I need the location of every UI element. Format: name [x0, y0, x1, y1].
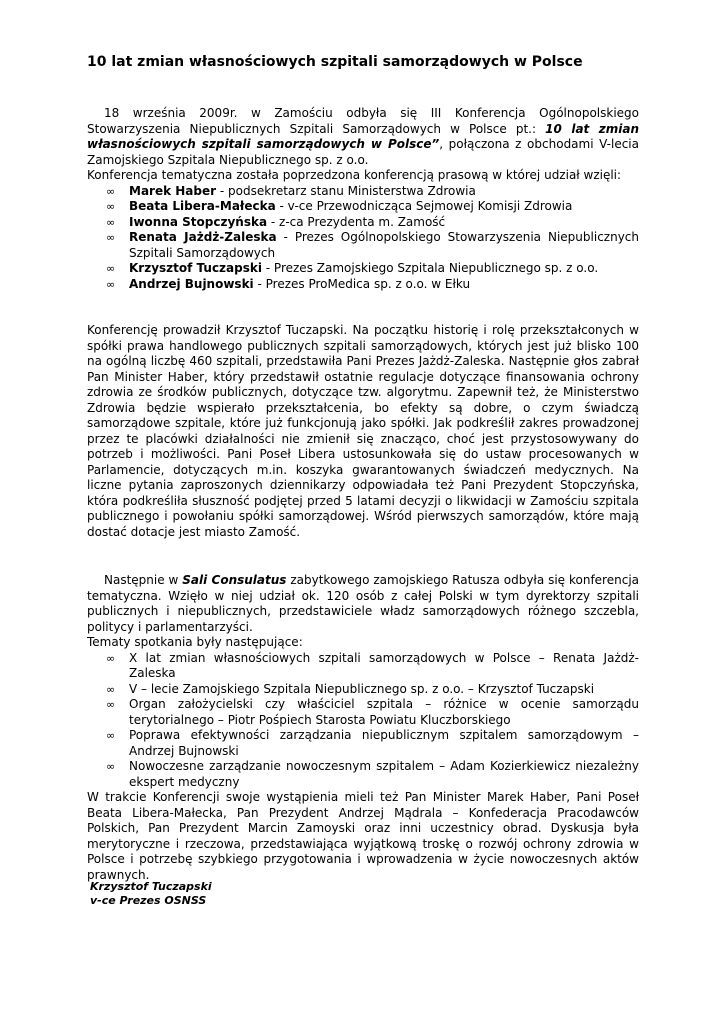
- venue-name: Sali Consulatus: [182, 573, 287, 587]
- press-participants-list: [87, 184, 639, 293]
- participant-role: - v-ce Przewodnicząca Sejmowej Komisji Zdrowia: [275, 199, 573, 213]
- participant-role: - Prezes Zamojskiego Szpitala Niepublicznego sp. z o.o.: [261, 261, 599, 275]
- participant-role: - Prezes Ogólnopolskiego Stowarzyszenia Niepublicznych Szpitali Samorządowych: [129, 230, 640, 260]
- bullet-icon: ∞: [106, 760, 116, 773]
- participant-name: Beata Libera-Małecka: [129, 199, 276, 213]
- topic-text: Poprawa efektywności zarządzania niepublicznym szpitalem samorządowym – Andrzej Bujnowski: [129, 728, 639, 758]
- spacer: [87, 292, 639, 323]
- topic-text: X lat zmian własnościowych szpitali samorządowych w Polsce – Renata Jażdż-Zaleska: [129, 650, 639, 680]
- closing-paragraph: W trakcie Konferencji swoje wystąpienia mieli też Pan Minister Marek Haber, Pani Poseł Beata Libera-Małecka, Pan Prezydent Andrzej Mądrala – Konfederacja Pracodawców Polskich, Pan Prezydent Marcin Zamoyski oraz inni uczestnicy obrad. Dyskusja była merytoryczne i rzeczowa, przedstawiająca wyjątkową troskę o rozwój ochrony zdrowia w Polsce i potrzebę szybkiego przygotowania i wprowadzenia w życie nowoczesnych aktów prawnych.: [87, 790, 639, 882]
- bullet-icon: ∞: [106, 262, 116, 275]
- signature-title: v-ce Prezes OSNSS: [90, 894, 207, 907]
- spacer: [87, 540, 639, 573]
- list-item: [106, 276, 639, 293]
- participant-name: Andrzej Bujnowski: [129, 276, 254, 291]
- topics-intro: Tematy spotkania były następujące:: [87, 635, 303, 649]
- participant-role: - podsekretarz stanu Ministerstwa Zdrowia: [216, 183, 476, 198]
- list-item: [106, 681, 639, 698]
- signature-block: [90, 880, 212, 908]
- intro-paragraph: [87, 106, 639, 168]
- list-item: [106, 697, 639, 728]
- list-item: [106, 759, 639, 790]
- participant-name: Marek Haber: [129, 183, 217, 198]
- list-item: [106, 199, 639, 215]
- participant-name: Krzysztof Tuczapski: [129, 261, 262, 275]
- thematic-text-part2: zabytkowego zamojskiego Ratusza odbyła się konferencja tematyczna. Wzięło w niej udział ok. 120 osób z całej Polski w tym dyrektorzy szpitali publicznych i niepublicznych, przedstawiciele władz samorządowych różnego szczebla, politycy i parlamentarzyści.: [87, 573, 640, 634]
- document-body: [87, 106, 639, 883]
- thematic-conference-paragraph: [87, 573, 639, 635]
- bullet-icon: ∞: [106, 277, 116, 291]
- bullet-icon: ∞: [106, 200, 116, 213]
- conference-summary-paragraph: Konferencję prowadził Krzysztof Tuczapski. Na początku historię i rolę przekształconych w spółki prawa handlowego publicznych szpitali samorządowych, których jest już blisko 100 na ogólną liczbę 460 szpitali, przedstawiła Pani Prezes Jażdż-Zaleska. Następnie głos zabrał Pan Minister Haber, który przedstawił ostatnie regulacje dotyczące finansowania ochrony zdrowia ze środków publicznych, dotyczące tzw. algorytmu. Zapewnił też, że Ministerstwo Zdrowia będzie wspierało przekształcenia, bo efekty są dobre, o czym świadczą samorządowe szpitale, które już funkcjonują jako spółki. Jak podkreślił zakres prowadzonej przez te placówki działalności nie zmienił się znacząco, choć jest przystosowywany do potrzeb i możliwości. Pani Poseł Libera ustosunkowała się do ustaw procesowanych w Parlamencie, dotyczących m.in. koszyka gwarantowanych świadczeń medycznych. Na liczne pytania zaproszonych dziennikarzy odpowiadała też Pani Prezydent Stopczyńska, która podkreśliła słuszność podjętej przed 5 latami decyzji o likwidacji w Zamościu szpitala publicznego i powołaniu spółki samorządowej. Wśród pierwszych samorządów, które mają dostać dotacje jest miasto Zamość.: [87, 323, 639, 539]
- topic-text: V – lecie Zamojskiego Szpitala Niepublicznego sp. z o.o. – Krzysztof Tuczapski: [129, 681, 595, 696]
- signature-name: Krzysztof Tuczapski: [90, 880, 212, 893]
- intro-text-part2: , połączona z obchodami V-lecia Zamojskiego Szpitala Niepublicznego sp. z o.o.: [87, 137, 639, 167]
- list-item: [106, 261, 639, 277]
- thematic-text-part1: Następnie w: [104, 573, 183, 587]
- list-item: [106, 650, 639, 682]
- participant-name: Iwonna Stopczyńska: [129, 214, 268, 229]
- bullet-icon: ∞: [106, 698, 116, 711]
- topic-text: Nowoczesne zarządzanie nowoczesnym szpitalem – Adam Kozierkiewicz niezależny ekspert medyczny: [129, 759, 639, 789]
- participant-role: - z-ca Prezydenta m. Zamość: [267, 214, 446, 229]
- bullet-icon: ∞: [106, 184, 116, 198]
- press-conference-intro: Konferencja tematyczna została poprzedzona konferencją prasową w której udział wzięli:: [87, 168, 622, 182]
- bullet-icon: ∞: [106, 651, 116, 665]
- bullet-icon: ∞: [106, 231, 116, 244]
- participant-role: - Prezes ProMedica sp. z o.o. w Ełku: [253, 276, 471, 291]
- list-item: [106, 183, 639, 200]
- intro-text-part1: 18 września 2009r. w Zamościu odbyła się III Konferencja Ogólnopolskiego Stowarzyszenia Niepublicznych Szpitali Samorządowych w Polsce pt.:: [87, 106, 639, 136]
- topic-text: Organ założycielski czy właściciel szpitala – różnice w ocenie samorządu terytorialnego – Piotr Pośpiech Starosta Powiatu Kluczborskiego: [129, 697, 639, 727]
- participant-name: Renata Jażdż-Zaleska: [129, 230, 277, 244]
- list-item: [106, 728, 639, 759]
- bullet-icon: ∞: [106, 729, 116, 742]
- list-item: [106, 230, 640, 261]
- conference-title-highlight: 10 lat zmian własnościowych szpitali samorządowych w Polsce”: [87, 121, 639, 151]
- list-item: [106, 214, 639, 231]
- bullet-icon: ∞: [106, 215, 116, 229]
- document-title: 10 lat zmian własnościowych szpitali samorządowych w Polsce: [87, 54, 583, 70]
- topics-list: [87, 651, 639, 791]
- bullet-icon: ∞: [106, 682, 116, 696]
